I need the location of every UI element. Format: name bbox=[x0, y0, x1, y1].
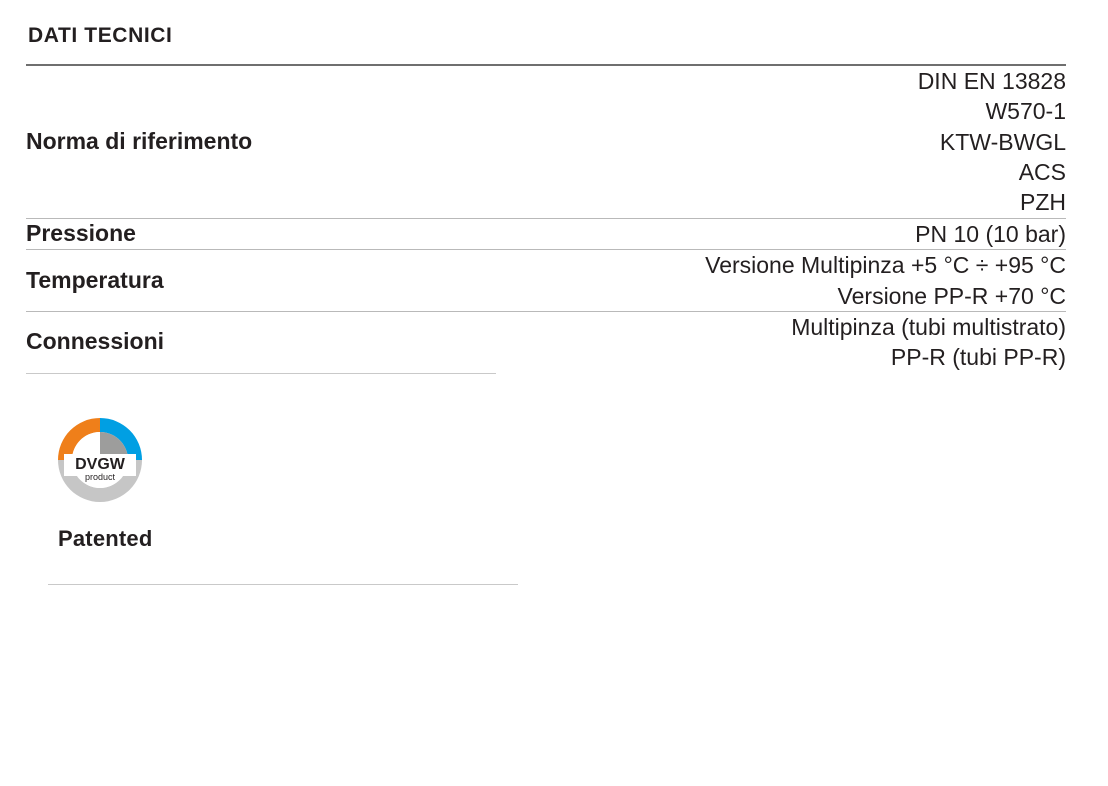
value-line: PN 10 (10 bar) bbox=[915, 220, 1066, 247]
row-label: Connessioni bbox=[26, 311, 456, 372]
technical-data-table bbox=[26, 66, 1066, 373]
row-label: Pressione bbox=[26, 218, 456, 249]
table-row bbox=[26, 250, 1066, 312]
row-value bbox=[456, 250, 1066, 312]
value-line: DIN EN 13828 bbox=[917, 68, 1066, 94]
certification-marks bbox=[26, 408, 1068, 552]
table-row bbox=[26, 311, 1066, 372]
value-line: Versione Multipinza +5 °C ÷ +95 °C bbox=[705, 252, 1066, 279]
table-bottom-divider bbox=[26, 373, 496, 374]
page-bottom-divider bbox=[48, 584, 518, 585]
row-label: Temperatura bbox=[26, 250, 456, 312]
row-label: Norma di riferimento bbox=[26, 127, 253, 154]
value-line: ACS bbox=[1018, 159, 1066, 186]
value-line: W570-1 bbox=[985, 98, 1066, 125]
value-line: KTW-BWGL bbox=[939, 128, 1066, 155]
value-line: Versione PP-R +70 °C bbox=[837, 282, 1066, 309]
table-row bbox=[26, 66, 1066, 218]
row-value bbox=[456, 66, 1066, 218]
svg-text:DVGW: DVGW bbox=[75, 455, 125, 473]
value-line: Multipinza (tubi multistrato) bbox=[791, 313, 1066, 340]
patented-label: Patented bbox=[58, 525, 153, 551]
value-line: PZH bbox=[1020, 189, 1066, 216]
table-row bbox=[26, 218, 1066, 249]
row-value bbox=[456, 311, 1066, 372]
svg-text:product: product bbox=[84, 471, 116, 482]
page-title: DATI TECNICI bbox=[28, 24, 173, 47]
row-value bbox=[456, 218, 1066, 249]
value-line: PP-R (tubi PP-R) bbox=[890, 344, 1066, 371]
dvgw-icon bbox=[48, 408, 152, 512]
